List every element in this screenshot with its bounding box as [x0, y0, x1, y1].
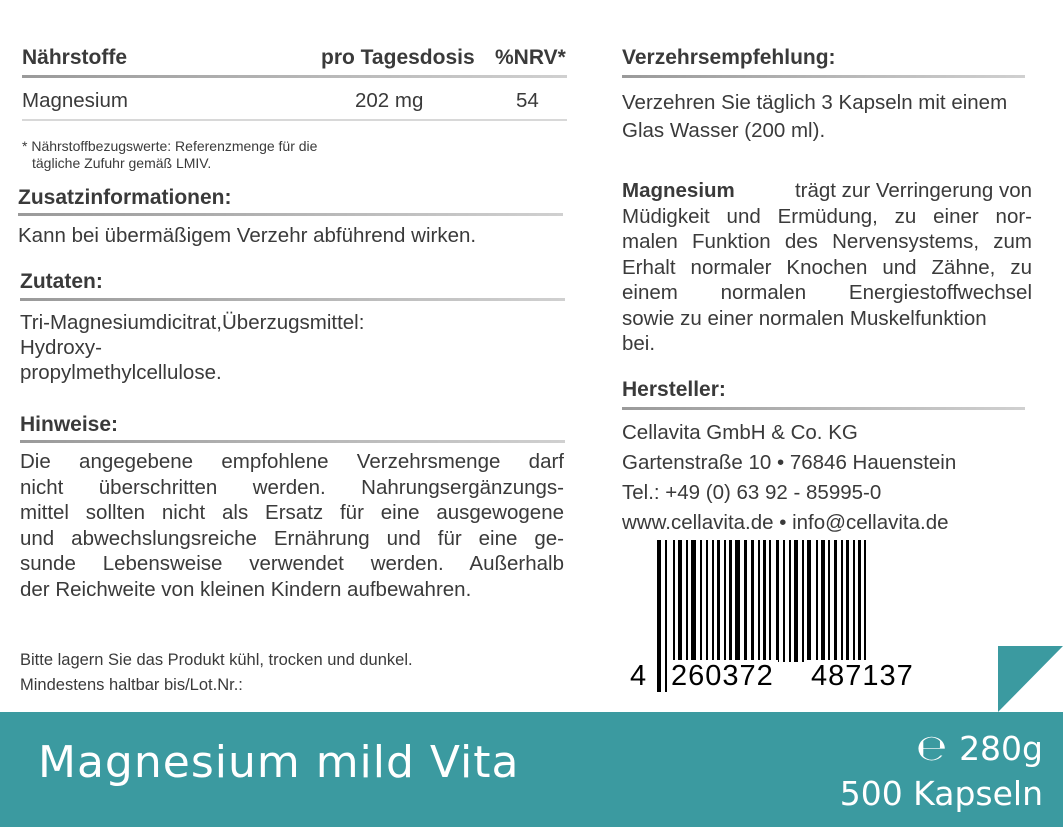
product-count: 500 Kapseln: [839, 774, 1043, 813]
barcode-digit-first: 4: [626, 660, 651, 693]
barcode-bar: [828, 540, 830, 662]
barcode-bar: [686, 540, 688, 662]
zusatz-text: Kann bei übermäßigem Verzehr abführend wirken.: [18, 224, 477, 247]
barcode-digits-right: 487137: [807, 660, 918, 693]
nutrient-row-amount: 202 mg: [355, 89, 424, 112]
barcode-bar: [789, 540, 791, 662]
hinweise-line: nicht überschritten werden. Nahrungsergänzungs-: [20, 475, 564, 499]
verzehr-line-2: Glas Wasser (200 ml).: [622, 119, 826, 142]
claim-line-1: [622, 178, 1032, 204]
storage-line-2: Mindestens haltbar bis/Lot.Nr.:: [20, 676, 243, 694]
verzehr-rule: [622, 75, 1025, 78]
nutrients-header-rule: [22, 75, 567, 78]
hinweise-rule: [20, 440, 565, 443]
hinweise-line: Die angegebene empfohlene Verzehrsmenge darf: [20, 450, 564, 473]
hersteller-line: www.cellavita.de • info@cellavita.de: [622, 511, 949, 534]
hinweise-line: sunde Lebensweise verwendet werden. Außerhalb: [20, 552, 564, 575]
nutrients-footnote-2: tägliche Zufuhr gemäß LMIV.: [32, 155, 212, 171]
barcode-bar: [729, 540, 732, 662]
claim-line: malen Funktion des Nervensystems, zum: [622, 230, 1032, 253]
hinweise-line: mittel sollten nicht als Ersatz für eine ausgewogene: [20, 501, 564, 524]
claim-line-1-rest: trägt zur Verringerung von: [794, 179, 1032, 202]
zusatz-rule: [18, 213, 563, 216]
barcode-bar: [691, 540, 696, 662]
barcode-bar: [846, 540, 849, 662]
claim-keyword: Magnesium: [622, 179, 735, 202]
estimated-sign-icon: ℮: [916, 728, 948, 769]
product-weight-line: [916, 728, 1043, 769]
nutrients-header-nrv: %NRV*: [495, 46, 566, 69]
barcode-bar: [776, 540, 779, 662]
barcode-bar: [678, 540, 682, 662]
barcode-bar: [724, 540, 726, 662]
storage-line-1: Bitte lagern Sie das Produkt kühl, trocken und dunkel.: [20, 651, 413, 669]
barcode-bar: [816, 540, 818, 662]
barcode: [630, 540, 945, 692]
zusatz-heading: Zusatzinformationen:: [18, 186, 232, 209]
hersteller-heading: Hersteller:: [622, 378, 726, 401]
claim-line: bei.: [622, 332, 656, 355]
hersteller-line: Cellavita GmbH & Co. KG: [622, 421, 858, 444]
verzehr-heading: Verzehrsempfehlung:: [622, 46, 836, 69]
barcode-bar: [802, 540, 804, 662]
zutaten-line-2: Hydroxy-: [20, 336, 103, 359]
barcode-bar: [821, 540, 825, 662]
barcode-bar: [841, 540, 843, 662]
barcode-bar: [783, 540, 785, 662]
hinweise-heading: Hinweise:: [20, 413, 119, 436]
hersteller-rule: [622, 407, 1025, 410]
barcode-bar: [712, 540, 714, 662]
zutaten-rule: [20, 298, 565, 301]
hinweise-line: der Reichweite von kleinen Kindern aufbewahren.: [20, 577, 472, 601]
corner-accent: [998, 646, 1063, 712]
barcode-bar: [807, 540, 811, 662]
product-name: Magnesium mild Vita: [38, 737, 520, 788]
nutrient-row-nrv: 54: [516, 89, 539, 112]
hinweise-text: [20, 449, 564, 602]
claim-line: Erhalt normaler Knochen und Zähne, zu: [622, 255, 1032, 279]
barcode-digits-left: 260372: [667, 660, 778, 693]
barcode-bar: [744, 540, 747, 662]
barcode-bar: [673, 540, 675, 662]
barcode-bar: [758, 540, 760, 662]
claim-line: Müdigkeit und Ermüdung, zu einer nor-: [622, 204, 1032, 228]
zutaten-line-1: Tri-Magnesiumdicitrat,Überzugsmittel:: [20, 311, 365, 334]
product-weight: 280g: [959, 729, 1043, 768]
nutrient-row-name: Magnesium: [22, 89, 128, 112]
barcode-bar: [794, 540, 798, 662]
hersteller-line: Tel.: +49 (0) 63 92 - 85995-0: [622, 481, 882, 504]
verzehr-line-1: Verzehren Sie täglich 3 Kapseln mit einem: [622, 91, 1008, 114]
barcode-bar: [853, 540, 855, 662]
claim-line: sowie zu einer normalen Muskelfunktion: [622, 306, 987, 330]
barcode-bar: [706, 540, 708, 662]
barcode-bar: [717, 540, 720, 662]
hersteller-line: Gartenstraße 10 • 76846 Hauenstein: [622, 451, 957, 474]
barcode-bar: [700, 540, 702, 662]
hinweise-line: und abwechslungsreiche Ernährung und für eine ge-: [20, 526, 564, 550]
claim-line: einem normalen Energiestoffwechsel: [622, 281, 1032, 304]
barcode-bar: [657, 540, 661, 692]
zutaten-heading: Zutaten:: [20, 270, 103, 293]
nutrients-footnote-1: * Nährstoffbezugswerte: Referenzmenge für die: [22, 138, 318, 154]
barcode-bar: [751, 540, 754, 662]
nutrients-header-name: Nährstoffe: [22, 46, 128, 69]
nutrients-row-rule: [22, 119, 567, 121]
barcode-bar: [834, 540, 837, 662]
zutaten-line-3: propylmethylcellulose.: [20, 361, 222, 384]
hersteller-address: [622, 418, 956, 538]
barcode-bar: [735, 540, 740, 662]
nutrients-header-amount: pro Tagesdosis: [321, 46, 475, 69]
health-claim: [622, 178, 1032, 357]
